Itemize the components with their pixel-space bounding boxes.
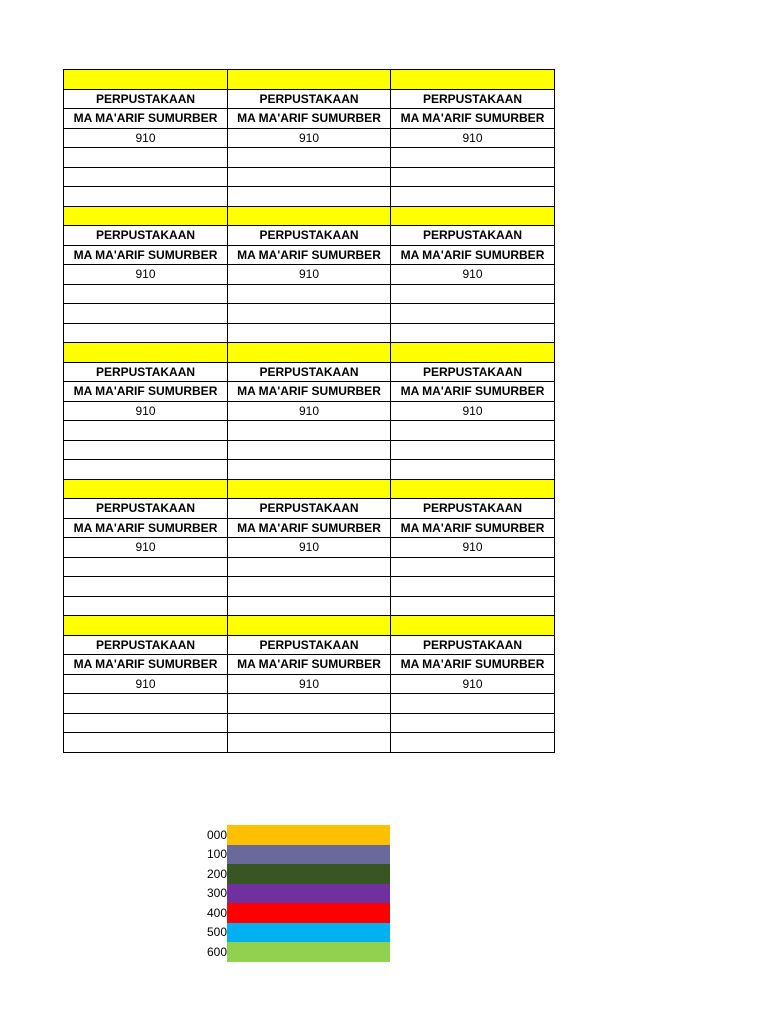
- label-empty-row: [64, 167, 555, 187]
- empty-cell[interactable]: [64, 733, 228, 753]
- empty-cell[interactable]: [64, 440, 228, 460]
- label-empty-row: [64, 577, 555, 597]
- label-empty-row: [64, 733, 555, 753]
- label-class-code-cell[interactable]: 910: [64, 265, 228, 285]
- label-band-cell[interactable]: [391, 479, 555, 499]
- label-school-cell[interactable]: MA MA'ARIF SUMURBER: [228, 245, 391, 265]
- label-school-cell[interactable]: MA MA'ARIF SUMURBER: [391, 518, 555, 538]
- label-school-cell[interactable]: MA MA'ARIF SUMURBER: [228, 655, 391, 675]
- label-code-row: [64, 401, 555, 421]
- label-school-cell[interactable]: MA MA'ARIF SUMURBER: [64, 655, 228, 675]
- label-title-cell[interactable]: PERPUSTAKAAN: [64, 89, 228, 109]
- label-school-cell[interactable]: MA MA'ARIF SUMURBER: [64, 245, 228, 265]
- label-line2-row: [64, 655, 555, 675]
- legend-row: [196, 845, 390, 865]
- legend-swatch: [227, 942, 390, 962]
- label-band-cell[interactable]: [228, 479, 391, 499]
- label-class-code-cell[interactable]: 910: [391, 674, 555, 694]
- legend-code: 200: [206, 866, 227, 881]
- label-class-code-cell[interactable]: 910: [64, 674, 228, 694]
- label-school-cell[interactable]: MA MA'ARIF SUMURBER: [64, 382, 228, 402]
- label-school-cell[interactable]: MA MA'ARIF SUMURBER: [391, 382, 555, 402]
- label-band-cell[interactable]: [64, 479, 228, 499]
- label-line1-row: [64, 89, 555, 109]
- label-line2-row: [64, 518, 555, 538]
- label-band-row: [64, 479, 555, 499]
- label-band-row: [64, 343, 555, 363]
- label-line1-row: [64, 635, 555, 655]
- empty-cell[interactable]: [64, 284, 228, 304]
- empty-cell[interactable]: [391, 323, 555, 343]
- label-class-code-cell[interactable]: 910: [228, 265, 391, 285]
- label-title-cell[interactable]: PERPUSTAKAAN: [228, 226, 391, 246]
- label-empty-row: [64, 557, 555, 577]
- label-band-cell[interactable]: [391, 70, 555, 90]
- label-empty-row: [64, 460, 555, 480]
- label-class-code-cell[interactable]: 910: [64, 401, 228, 421]
- legend-row: [196, 825, 390, 845]
- label-empty-row: [64, 694, 555, 714]
- label-band-row: [64, 206, 555, 226]
- empty-cell[interactable]: [391, 167, 555, 187]
- label-class-code-cell[interactable]: 910: [391, 265, 555, 285]
- label-band-row: [64, 616, 555, 636]
- label-band-cell[interactable]: [64, 206, 228, 226]
- label-empty-row: [64, 713, 555, 733]
- label-class-code-cell[interactable]: 910: [228, 538, 391, 558]
- label-title-cell[interactable]: PERPUSTAKAAN: [391, 89, 555, 109]
- label-class-code-cell[interactable]: 910: [391, 128, 555, 148]
- label-empty-row: [64, 596, 555, 616]
- label-title-cell[interactable]: PERPUSTAKAAN: [228, 362, 391, 382]
- empty-cell[interactable]: [391, 440, 555, 460]
- label-band-cell[interactable]: [64, 70, 228, 90]
- empty-cell[interactable]: [64, 557, 228, 577]
- label-class-code-cell[interactable]: 910: [228, 674, 391, 694]
- label-class-code-cell[interactable]: 910: [391, 401, 555, 421]
- empty-cell[interactable]: [228, 167, 391, 187]
- empty-cell[interactable]: [64, 187, 228, 207]
- empty-cell[interactable]: [228, 557, 391, 577]
- empty-cell[interactable]: [228, 713, 391, 733]
- empty-cell[interactable]: [228, 421, 391, 441]
- label-line1-row: [64, 362, 555, 382]
- legend-row: [196, 903, 390, 923]
- empty-cell[interactable]: [391, 460, 555, 480]
- empty-cell[interactable]: [64, 596, 228, 616]
- empty-cell[interactable]: [228, 148, 391, 168]
- label-title-cell[interactable]: PERPUSTAKAAN: [64, 499, 228, 519]
- legend-row: [196, 942, 390, 962]
- label-line1-row: [64, 499, 555, 519]
- empty-cell[interactable]: [64, 148, 228, 168]
- label-school-cell[interactable]: MA MA'ARIF SUMURBER: [391, 109, 555, 129]
- legend-code: 400: [206, 905, 227, 920]
- label-code-row: [64, 265, 555, 285]
- empty-cell[interactable]: [64, 713, 228, 733]
- empty-cell[interactable]: [228, 440, 391, 460]
- label-class-code-cell[interactable]: 910: [64, 128, 228, 148]
- label-empty-row: [64, 323, 555, 343]
- label-school-cell[interactable]: MA MA'ARIF SUMURBER: [228, 518, 391, 538]
- legend-swatch: [227, 923, 390, 943]
- label-empty-row: [64, 148, 555, 168]
- empty-cell[interactable]: [391, 284, 555, 304]
- empty-cell[interactable]: [391, 148, 555, 168]
- empty-cell[interactable]: [228, 733, 391, 753]
- label-band-cell[interactable]: [64, 616, 228, 636]
- legend-code: 300: [206, 886, 227, 901]
- label-code-row: [64, 674, 555, 694]
- empty-cell[interactable]: [391, 694, 555, 714]
- label-band-cell[interactable]: [391, 616, 555, 636]
- label-line2-row: [64, 109, 555, 129]
- empty-cell[interactable]: [228, 284, 391, 304]
- empty-cell[interactable]: [228, 304, 391, 324]
- label-empty-row: [64, 421, 555, 441]
- legend-swatch: [227, 825, 390, 845]
- empty-cell[interactable]: [64, 323, 228, 343]
- label-class-code-cell[interactable]: 910: [391, 538, 555, 558]
- label-band-cell[interactable]: [391, 206, 555, 226]
- legend-code: 600: [206, 944, 227, 959]
- empty-cell[interactable]: [391, 713, 555, 733]
- legend-swatch: [227, 864, 390, 884]
- label-band-row: [64, 70, 555, 90]
- empty-cell[interactable]: [228, 460, 391, 480]
- legend-code: 100: [206, 847, 227, 862]
- label-title-cell[interactable]: PERPUSTAKAAN: [391, 226, 555, 246]
- label-title-cell[interactable]: PERPUSTAKAAN: [64, 362, 228, 382]
- label-grid-body: [64, 70, 555, 753]
- label-title-cell[interactable]: PERPUSTAKAAN: [391, 362, 555, 382]
- legend-swatch: [227, 884, 390, 904]
- empty-cell[interactable]: [228, 577, 391, 597]
- label-school-cell[interactable]: MA MA'ARIF SUMURBER: [391, 655, 555, 675]
- label-class-code-cell[interactable]: 910: [64, 538, 228, 558]
- empty-cell[interactable]: [228, 187, 391, 207]
- legend-code: 500: [206, 925, 227, 940]
- label-title-cell[interactable]: PERPUSTAKAAN: [391, 499, 555, 519]
- empty-cell[interactable]: [391, 733, 555, 753]
- label-empty-row: [64, 304, 555, 324]
- empty-cell[interactable]: [391, 187, 555, 207]
- empty-cell[interactable]: [391, 421, 555, 441]
- empty-cell[interactable]: [391, 577, 555, 597]
- empty-cell[interactable]: [64, 167, 228, 187]
- empty-cell[interactable]: [64, 460, 228, 480]
- legend-row: [196, 864, 390, 884]
- label-line2-row: [64, 382, 555, 402]
- label-title-cell[interactable]: PERPUSTAKAAN: [228, 89, 391, 109]
- empty-cell[interactable]: [64, 304, 228, 324]
- label-line1-row: [64, 226, 555, 246]
- label-title-cell[interactable]: PERPUSTAKAAN: [64, 226, 228, 246]
- label-grid: [63, 69, 555, 753]
- label-school-cell[interactable]: MA MA'ARIF SUMURBER: [228, 382, 391, 402]
- legend-row: [196, 884, 390, 904]
- legend-swatch: [227, 903, 390, 923]
- label-band-cell[interactable]: [64, 343, 228, 363]
- label-school-cell[interactable]: MA MA'ARIF SUMURBER: [64, 109, 228, 129]
- label-band-cell[interactable]: [228, 206, 391, 226]
- label-school-cell[interactable]: MA MA'ARIF SUMURBER: [228, 109, 391, 129]
- label-title-cell[interactable]: PERPUSTAKAAN: [228, 499, 391, 519]
- label-empty-row: [64, 187, 555, 207]
- empty-cell[interactable]: [228, 323, 391, 343]
- label-title-cell[interactable]: PERPUSTAKAAN: [391, 635, 555, 655]
- label-class-code-cell[interactable]: 910: [228, 128, 391, 148]
- label-empty-row: [64, 284, 555, 304]
- empty-cell[interactable]: [391, 557, 555, 577]
- empty-cell[interactable]: [228, 596, 391, 616]
- legend-code: 000: [206, 827, 227, 842]
- label-empty-row: [64, 440, 555, 460]
- empty-cell[interactable]: [64, 421, 228, 441]
- label-school-cell[interactable]: MA MA'ARIF SUMURBER: [391, 245, 555, 265]
- label-line2-row: [64, 245, 555, 265]
- label-title-cell[interactable]: PERPUSTAKAAN: [228, 635, 391, 655]
- empty-cell[interactable]: [391, 596, 555, 616]
- label-title-cell[interactable]: PERPUSTAKAAN: [64, 635, 228, 655]
- legend-swatch: [227, 845, 390, 865]
- empty-cell[interactable]: [64, 694, 228, 714]
- label-code-row: [64, 538, 555, 558]
- label-band-cell[interactable]: [228, 616, 391, 636]
- color-legend: [196, 825, 390, 962]
- label-code-row: [64, 128, 555, 148]
- empty-cell[interactable]: [391, 304, 555, 324]
- label-band-cell[interactable]: [391, 343, 555, 363]
- label-band-cell[interactable]: [228, 343, 391, 363]
- label-school-cell[interactable]: MA MA'ARIF SUMURBER: [64, 518, 228, 538]
- legend-row: [196, 923, 390, 943]
- label-band-cell[interactable]: [228, 70, 391, 90]
- label-class-code-cell[interactable]: 910: [228, 401, 391, 421]
- empty-cell[interactable]: [64, 577, 228, 597]
- empty-cell[interactable]: [228, 694, 391, 714]
